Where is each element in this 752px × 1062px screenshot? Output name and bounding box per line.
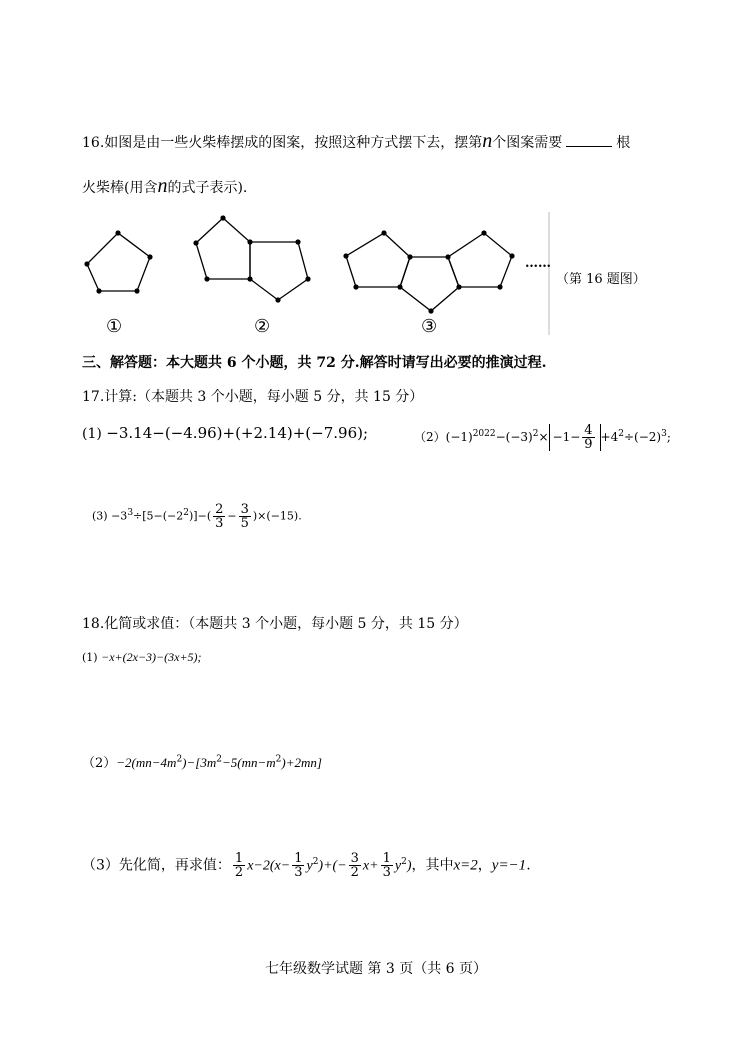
frac-num: 2 (215, 502, 224, 517)
q18-p3-exp1: 2 (312, 856, 319, 867)
q18-p2-exp2: 2 (216, 754, 222, 765)
q17-p1-label: (1) (82, 426, 102, 442)
q16-text-b: 个图案需要 (492, 135, 563, 151)
q18-title: 18.化简或求值：（本题共 3 个小题，每小题 5 分，共 15 分） (82, 616, 468, 632)
frac-num: 3 (350, 851, 359, 866)
frac-den: 9 (584, 437, 593, 452)
q18-part3 (82, 852, 531, 879)
q17-p3-exp2: 2 (183, 507, 190, 518)
ellipsis: …… (525, 256, 551, 271)
q18-p3-cond: ，其中 (411, 857, 454, 874)
q18-p3-a: x−2(x− (247, 858, 291, 874)
q17-p3-minus: − (227, 509, 237, 523)
q18-p3-frac2 (292, 852, 304, 879)
frac-num: 1 (382, 851, 391, 866)
figure-caption: （第 16 题图） (556, 272, 646, 287)
q18-p2-exp1: 2 (176, 754, 183, 765)
frac-den: 5 (240, 516, 249, 531)
q16-line1 (82, 130, 630, 153)
q18-p3-y: y=−1 (491, 857, 527, 874)
q17-p3-exp1: 3 (127, 507, 134, 518)
q17-part2 (414, 424, 671, 451)
q16-var-n: n (482, 130, 493, 152)
page-footer: 七年级数学试题 第 3 页（共 6 页） (264, 961, 488, 977)
q17-p2-c: × (538, 430, 549, 444)
q18-p3-f: ) (406, 858, 412, 874)
q18-p3-sep: ， (477, 857, 492, 874)
q16-line2 (82, 175, 247, 198)
q17-p2-exp1: 2022 (472, 429, 496, 439)
frac-num: 1 (294, 851, 303, 866)
q17-part1 (82, 424, 368, 442)
section-heading: 三、解答题：本大题共 6 个小题，共 72 分.解答时请写出必要的推演过程. (82, 355, 547, 371)
q18-p3-frac3 (349, 852, 361, 879)
q18-p1-label: (1) (82, 651, 98, 664)
q17-p2-d: +4 (600, 430, 619, 444)
q18-p3-exp2: 2 (401, 856, 407, 867)
q17-p3-label: (3) (92, 509, 108, 523)
q18-p2-exp3: 2 (275, 754, 282, 765)
fig-label-3: ③ (421, 316, 438, 337)
q18-part1 (82, 650, 202, 665)
q17-p3-b: ÷[5−(−2 (133, 509, 184, 523)
q18-p2-b: )−[3m (182, 755, 217, 770)
q17-p2-exp4: 3 (661, 429, 667, 439)
frac-num: 4 (584, 423, 593, 438)
q17-p3-frac2 (239, 503, 251, 530)
q17-p2-f: ; (666, 430, 671, 444)
q17-p2-e: ÷(−2) (623, 430, 662, 444)
pentagon-3c (448, 233, 512, 287)
q16-text-d: 火柴棒(用含 (82, 180, 158, 196)
pentagon-2a (196, 218, 250, 279)
q16-var-n2: n (157, 175, 168, 197)
q18-part2 (82, 752, 322, 771)
q16-text-a: 16.如图是由一些火柴棒摆成的图案，按照这种方式摆下去，摆第 (82, 135, 483, 151)
q17-p2-exp2: 2 (532, 429, 539, 439)
q17-p2-frac (582, 424, 594, 451)
q17-part3 (92, 503, 302, 530)
q17-p3-d: )×(−15). (252, 509, 302, 523)
q17-title: 17.计算:（本题共 3 个小题，每小题 5 分，共 15 分） (82, 389, 424, 405)
q18-p2-a: −2(mn−4m (116, 755, 177, 770)
fig-label-2: ② (254, 316, 271, 337)
q18-p2-label: （2） (82, 756, 117, 771)
q16-text-e: 的式子表示). (167, 180, 248, 196)
q18-p3-d: x+ (362, 858, 379, 874)
q18-p3-frac1 (233, 852, 245, 879)
pentagon-1 (87, 233, 150, 291)
frac-num: 3 (240, 502, 249, 517)
q17-p3-c: )]−( (189, 509, 212, 523)
q18-p3-x: x=2 (453, 857, 478, 874)
q18-p3-end: . (526, 857, 531, 874)
frac-den: 3 (215, 516, 224, 531)
q18-p1-expr: −x+(2x−3)−(3x+5); (101, 650, 202, 664)
q17-p2-label: （2） (414, 430, 446, 444)
q18-p3-label: （3）先化简，再求值： (82, 857, 231, 874)
q18-p2-c: −5(mn−m (221, 755, 276, 770)
fig-label-1: ① (106, 316, 123, 337)
q17-p2-exp3: 2 (618, 429, 624, 439)
q16-text-c: 根 (616, 135, 631, 151)
q18-p3-b: y (306, 858, 313, 874)
q17-p1-expr: −3.14−(−4.96)+(+2.14)+(−7.96); (106, 424, 369, 442)
frac-num: 1 (234, 851, 244, 866)
q18-p3-e: y (394, 858, 402, 874)
q17-p2-a: (−1) (445, 430, 473, 444)
q18-p3-frac4 (381, 852, 393, 879)
pentagon-3a (346, 233, 410, 287)
frac-den: 2 (234, 865, 244, 880)
q18-p2-d: )+2mn] (281, 755, 322, 770)
q17-p3-frac1 (213, 503, 225, 530)
frac-den: 3 (294, 865, 303, 880)
pentagon-2b (250, 242, 308, 300)
q17-p2-b: −(−3) (495, 430, 533, 444)
pentagon-3b (400, 257, 459, 311)
q17-p3-a: −3 (111, 509, 128, 523)
q17-p2-abs-pre: −1− (552, 430, 581, 444)
frac-den: 2 (350, 865, 359, 880)
answer-blank[interactable] (566, 134, 612, 147)
frac-den: 3 (382, 865, 391, 880)
q18-p3-c: )+(− (318, 858, 347, 874)
q17-p2-absval (549, 424, 601, 451)
